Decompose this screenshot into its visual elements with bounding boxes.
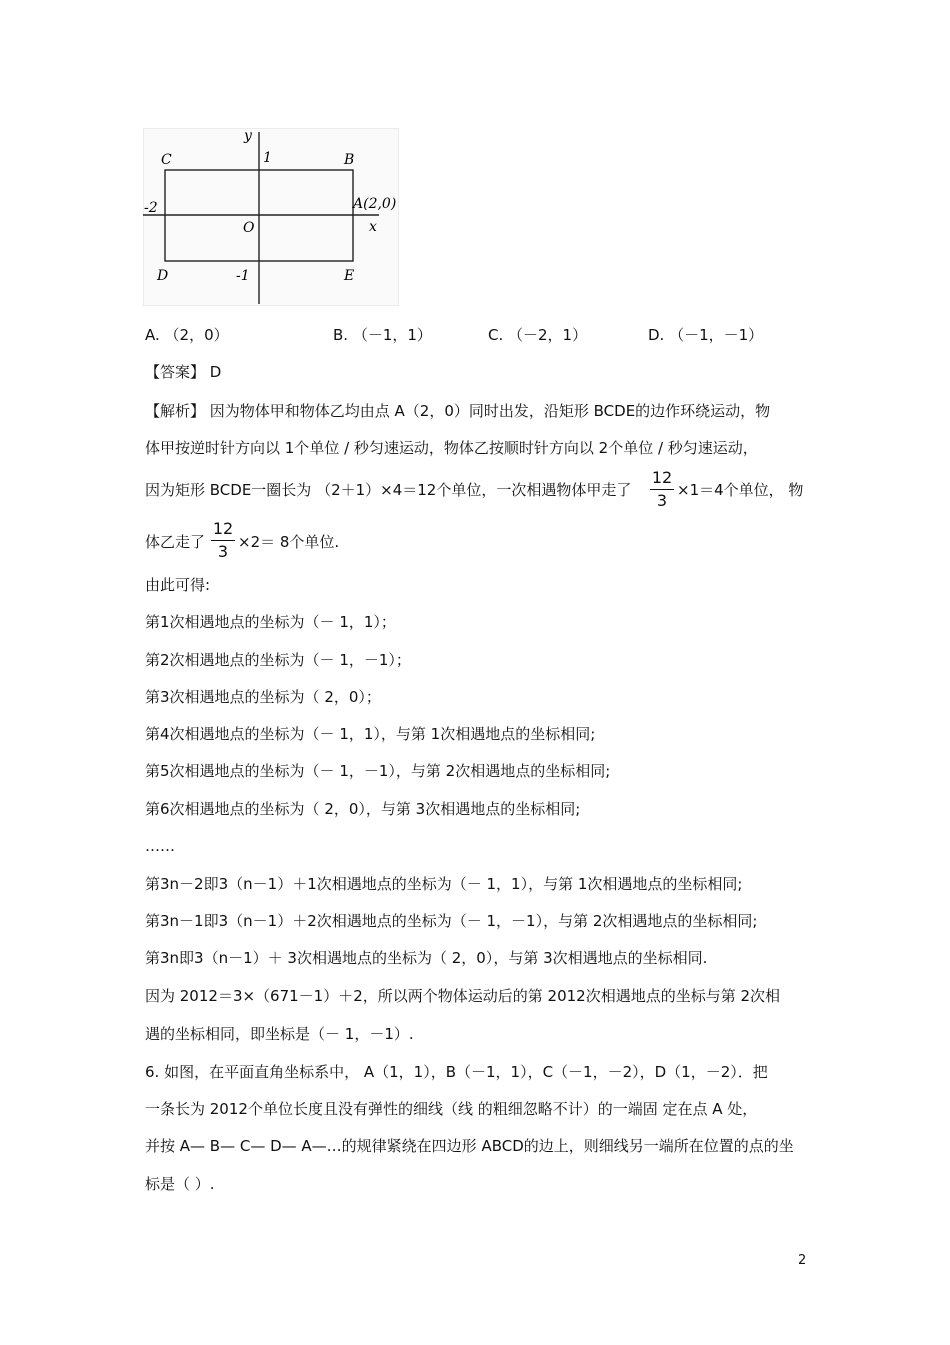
text-line: 由此可得: [145, 576, 211, 594]
tick-bottom: -1 [236, 268, 250, 284]
analysis-line-4: 体乙走了 [145, 533, 206, 551]
analysis-line-3-tail: ×1＝4个单位， 物 [677, 481, 804, 499]
text-line: 第6次相遇地点的坐标为（ 2，0），与第 3次相遇地点的坐标相同; [145, 800, 581, 818]
fraction-2-numerator: 12 [212, 519, 234, 538]
fraction-2 [211, 520, 235, 561]
text-line: 第1次相遇地点的坐标为（－ 1，1）； [145, 613, 396, 631]
analysis-line-1: 【解析】 因为物体甲和物体乙均由点 A（2，0）同时出发，沿矩形 BCDE的边作环绕运动，物 [145, 402, 771, 420]
answer-line: 【答案】 D [145, 363, 222, 381]
text-line: 第3n－1即3（n－1）＋2次相遇地点的坐标为（－ 1，－1），与第 2次相遇地点的坐标相同; [145, 912, 758, 930]
option-b: B. （－1，1） [333, 326, 432, 344]
tick-top: 1 [263, 150, 272, 166]
question-line: 并按 A— B— C— D— A—…的规律紧绕在四边形 ABCD的边上，则细线另一端所在位置的点的坐 [145, 1137, 794, 1155]
analysis-line-2: 体甲按逆时针方向以 1个单位 / 秒匀速运动，物体乙按顺时针方向以 2个单位 / 秒匀速运动， [145, 439, 758, 457]
option-c: C. （－2，1） [488, 326, 588, 344]
text-line: 第3次相遇地点的坐标为（ 2，0）； [145, 688, 381, 706]
fraction-1-denominator: 3 [656, 491, 668, 510]
tick-left: -2 [144, 200, 158, 216]
analysis-line-4-tail: ×2＝ 8个单位. [238, 533, 340, 551]
analysis-line-3: 因为矩形 BCDE一圈长为 （2＋1）×4＝12个单位，一次相遇物体甲走了 [145, 481, 632, 499]
x-axis-label: x [369, 219, 377, 235]
option-d: D. （－1，－1） [648, 326, 764, 344]
text-line: 遇的坐标相同，即坐标是（－ 1，－1）. [145, 1025, 414, 1043]
point-b-label: B [344, 152, 355, 168]
text-line: 第4次相遇地点的坐标为（－ 1，1），与第 1次相遇地点的坐标相同; [145, 725, 596, 743]
text-line: …… [145, 837, 175, 855]
question-line: 一条长为 2012个单位长度且没有弹性的细线（线 的粗细忽略不计）的一端固 定在点 A 处， [145, 1100, 758, 1118]
fraction-1-bar [650, 489, 674, 490]
point-d-label: D [157, 268, 169, 284]
point-a-label: A(2,0) [353, 196, 397, 212]
fraction-1 [650, 469, 674, 510]
question-line: 标是（ ）. [145, 1175, 215, 1193]
question-line: 6. 如图，在平面直角坐标系中， A（1，1），B（－1，1），C（－1，－2），D（1，－2）．把 [145, 1063, 768, 1081]
fraction-2-bar [211, 540, 235, 541]
option-a: A. （2，0） [145, 326, 229, 344]
point-e-label: E [344, 268, 355, 284]
page-number: 2 [798, 1253, 807, 1268]
text-line: 因为 2012＝3×（671－1）＋2，所以两个物体运动后的第 2012次相遇地点的坐标与第 2次相 [145, 987, 781, 1005]
text-line: 第5次相遇地点的坐标为（－ 1，－1），与第 2次相遇地点的坐标相同; [145, 762, 611, 780]
text-line: 第2次相遇地点的坐标为（－ 1，－1）； [145, 651, 411, 669]
origin-label: O [243, 220, 255, 236]
fraction-1-numerator: 12 [651, 468, 673, 487]
fraction-2-denominator: 3 [217, 542, 229, 561]
coordinate-figure [143, 128, 399, 306]
text-line: 第3n即3（n－1）＋ 3次相遇地点的坐标为（ 2，0），与第 3次相遇地点的坐标相同. [145, 949, 708, 967]
y-axis-label: y [244, 128, 252, 144]
text-line: 第3n－2即3（n－1）＋1次相遇地点的坐标为（－ 1，1），与第 1次相遇地点的坐标相同; [145, 875, 743, 893]
point-c-label: C [161, 152, 172, 168]
